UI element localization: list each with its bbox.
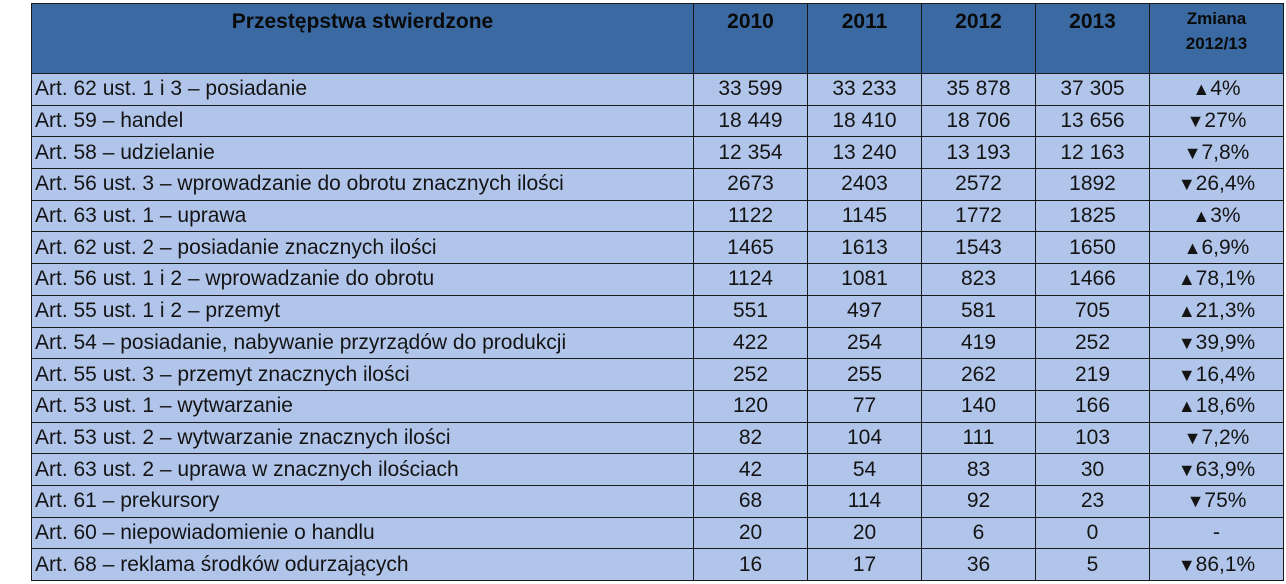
- arrow-down-icon: ▼: [1186, 111, 1205, 132]
- change-value: 86,1%: [1195, 552, 1256, 576]
- row-label: Art. 63 ust. 1 – uprawa: [32, 200, 694, 232]
- table-row: [32, 169, 1284, 201]
- change-value: 6,9%: [1201, 235, 1250, 259]
- header-year-2013: 2013: [1036, 4, 1150, 74]
- change-value: 75%: [1204, 489, 1247, 513]
- table-row: [32, 105, 1284, 137]
- change-value: 21,3%: [1195, 299, 1256, 323]
- value-2011: 254: [808, 327, 922, 359]
- arrow-down-icon: ▼: [1183, 142, 1202, 163]
- value-2012: 140: [922, 390, 1036, 422]
- value-2013: 1650: [1036, 232, 1150, 264]
- value-2011: 255: [808, 359, 922, 391]
- value-2011: 1081: [808, 264, 922, 296]
- arrow-up-icon: ▲: [1177, 396, 1196, 417]
- value-2010: 16: [694, 549, 808, 581]
- table-row: [32, 454, 1284, 486]
- change-value: 16,4%: [1195, 362, 1256, 386]
- value-2010: 18 449: [694, 105, 808, 137]
- value-2011: 114: [808, 485, 922, 517]
- value-2012: 1543: [922, 232, 1036, 264]
- change-value: 7,8%: [1201, 140, 1250, 164]
- value-2011: 54: [808, 454, 922, 486]
- change-cell: [1150, 549, 1284, 581]
- value-2012: 92: [922, 485, 1036, 517]
- row-label: Art. 63 ust. 2 – uprawa w znacznych ilościach: [32, 454, 694, 486]
- change-cell: [1150, 74, 1284, 106]
- value-2012: 581: [922, 295, 1036, 327]
- change-cell: [1150, 264, 1284, 296]
- value-2012: 111: [922, 422, 1036, 454]
- change-value: 7,2%: [1201, 425, 1250, 449]
- change-value: -: [1213, 520, 1220, 544]
- table-body: [32, 74, 1284, 581]
- arrow-up-icon: ▲: [1177, 301, 1196, 322]
- table-row: [32, 137, 1284, 169]
- value-2010: 42: [694, 454, 808, 486]
- value-2013: 0: [1036, 517, 1150, 549]
- table-row: [32, 359, 1284, 391]
- change-cell: [1150, 295, 1284, 327]
- change-cell: [1150, 105, 1284, 137]
- table-row: [32, 200, 1284, 232]
- table-row: [32, 232, 1284, 264]
- crimes-table: [31, 3, 1284, 581]
- value-2011: 77: [808, 390, 922, 422]
- value-2012: 2572: [922, 169, 1036, 201]
- value-2013: 23: [1036, 485, 1150, 517]
- value-2012: 83: [922, 454, 1036, 486]
- value-2010: 422: [694, 327, 808, 359]
- arrow-up-icon: ▲: [1192, 79, 1211, 100]
- value-2010: 2673: [694, 169, 808, 201]
- row-label: Art. 61 – prekursory: [32, 485, 694, 517]
- value-2012: 823: [922, 264, 1036, 296]
- value-2010: 1124: [694, 264, 808, 296]
- value-2010: 1465: [694, 232, 808, 264]
- table-row: [32, 264, 1284, 296]
- value-2011: 20: [808, 517, 922, 549]
- value-2012: 419: [922, 327, 1036, 359]
- value-2013: 1892: [1036, 169, 1150, 201]
- change-cell: [1150, 390, 1284, 422]
- row-label: Art. 58 – udzielanie: [32, 137, 694, 169]
- value-2010: 551: [694, 295, 808, 327]
- value-2013: 37 305: [1036, 74, 1150, 106]
- change-cell: [1150, 200, 1284, 232]
- change-value: 39,9%: [1195, 330, 1256, 354]
- value-2011: 1145: [808, 200, 922, 232]
- value-2010: 33 599: [694, 74, 808, 106]
- row-label: Art. 53 ust. 2 – wytwarzanie znacznych ilości: [32, 422, 694, 454]
- change-value: 27%: [1204, 109, 1247, 133]
- value-2012: 1772: [922, 200, 1036, 232]
- value-2011: 17: [808, 549, 922, 581]
- value-2013: 12 163: [1036, 137, 1150, 169]
- value-2013: 705: [1036, 295, 1150, 327]
- value-2013: 5: [1036, 549, 1150, 581]
- value-2010: 68: [694, 485, 808, 517]
- row-label: Art. 53 ust. 1 – wytwarzanie: [32, 390, 694, 422]
- arrow-down-icon: ▼: [1177, 364, 1196, 385]
- header-row: [32, 4, 1284, 74]
- value-2013: 166: [1036, 390, 1150, 422]
- value-2013: 13 656: [1036, 105, 1150, 137]
- change-value: 3%: [1210, 204, 1241, 228]
- change-value: 18,6%: [1195, 394, 1256, 418]
- arrow-up-icon: ▲: [1183, 237, 1202, 258]
- change-cell: [1150, 454, 1284, 486]
- table-row: [32, 517, 1284, 549]
- value-2011: 104: [808, 422, 922, 454]
- arrow-up-icon: ▲: [1177, 269, 1196, 290]
- value-2010: 12 354: [694, 137, 808, 169]
- change-cell: [1150, 327, 1284, 359]
- value-2011: 13 240: [808, 137, 922, 169]
- value-2010: 120: [694, 390, 808, 422]
- value-2011: 2403: [808, 169, 922, 201]
- row-label: Art. 62 ust. 1 i 3 – posiadanie: [32, 74, 694, 106]
- value-2012: 6: [922, 517, 1036, 549]
- row-label: Art. 56 ust. 3 – wprowadzanie do obrotu znacznych ilości: [32, 169, 694, 201]
- table-row: [32, 422, 1284, 454]
- value-2012: 35 878: [922, 74, 1036, 106]
- arrow-down-icon: ▼: [1177, 459, 1196, 480]
- arrow-down-icon: ▼: [1177, 554, 1196, 575]
- arrow-down-icon: ▼: [1177, 332, 1196, 353]
- table-row: [32, 327, 1284, 359]
- value-2012: 18 706: [922, 105, 1036, 137]
- row-label: Art. 60 – niepowiadomienie o handlu: [32, 517, 694, 549]
- value-2013: 30: [1036, 454, 1150, 486]
- row-label: Art. 62 ust. 2 – posiadanie znacznych ilości: [32, 232, 694, 264]
- header-year-2011: 2011: [808, 4, 922, 74]
- value-2011: 497: [808, 295, 922, 327]
- value-2012: 13 193: [922, 137, 1036, 169]
- value-2011: 1613: [808, 232, 922, 264]
- change-value: 78,1%: [1195, 267, 1256, 291]
- header-change: [1150, 4, 1284, 74]
- change-cell: [1150, 232, 1284, 264]
- value-2010: 252: [694, 359, 808, 391]
- header-change-line1: Zmiana: [1186, 9, 1247, 28]
- row-label: Art. 55 ust. 1 i 2 – przemyt: [32, 295, 694, 327]
- table-row: [32, 549, 1284, 581]
- change-cell: [1150, 137, 1284, 169]
- table-row: [32, 295, 1284, 327]
- change-value: 63,9%: [1195, 457, 1256, 481]
- change-cell: [1150, 422, 1284, 454]
- value-2013: 1466: [1036, 264, 1150, 296]
- change-cell: [1150, 359, 1284, 391]
- header-change-line2: 2012/13: [1185, 34, 1248, 53]
- change-cell: [1150, 517, 1284, 549]
- change-value: 26,4%: [1195, 172, 1256, 196]
- value-2013: 1825: [1036, 200, 1150, 232]
- table-row: [32, 74, 1284, 106]
- value-2012: 262: [922, 359, 1036, 391]
- table-row: [32, 390, 1284, 422]
- value-2012: 36: [922, 549, 1036, 581]
- row-label: Art. 56 ust. 1 i 2 – wprowadzanie do obrotu: [32, 264, 694, 296]
- table-row: [32, 485, 1284, 517]
- header-year-2010: 2010: [694, 4, 808, 74]
- row-label: Art. 54 – posiadanie, nabywanie przyrządów do produkcji: [32, 327, 694, 359]
- value-2011: 18 410: [808, 105, 922, 137]
- value-2011: 33 233: [808, 74, 922, 106]
- arrow-down-icon: ▼: [1183, 427, 1202, 448]
- change-value: 4%: [1210, 77, 1241, 101]
- row-label: Art. 68 – reklama środków odurzających: [32, 549, 694, 581]
- change-cell: [1150, 485, 1284, 517]
- arrow-down-icon: ▼: [1177, 174, 1196, 195]
- header-year-2012: 2012: [922, 4, 1036, 74]
- arrow-down-icon: ▼: [1186, 491, 1205, 512]
- row-label: Art. 59 – handel: [32, 105, 694, 137]
- value-2013: 219: [1036, 359, 1150, 391]
- value-2010: 82: [694, 422, 808, 454]
- arrow-up-icon: ▲: [1192, 206, 1211, 227]
- row-label: Art. 55 ust. 3 – przemyt znacznych ilości: [32, 359, 694, 391]
- value-2013: 252: [1036, 327, 1150, 359]
- value-2010: 1122: [694, 200, 808, 232]
- value-2013: 103: [1036, 422, 1150, 454]
- value-2010: 20: [694, 517, 808, 549]
- header-category: Przestępstwa stwierdzone: [32, 4, 694, 74]
- change-cell: [1150, 169, 1284, 201]
